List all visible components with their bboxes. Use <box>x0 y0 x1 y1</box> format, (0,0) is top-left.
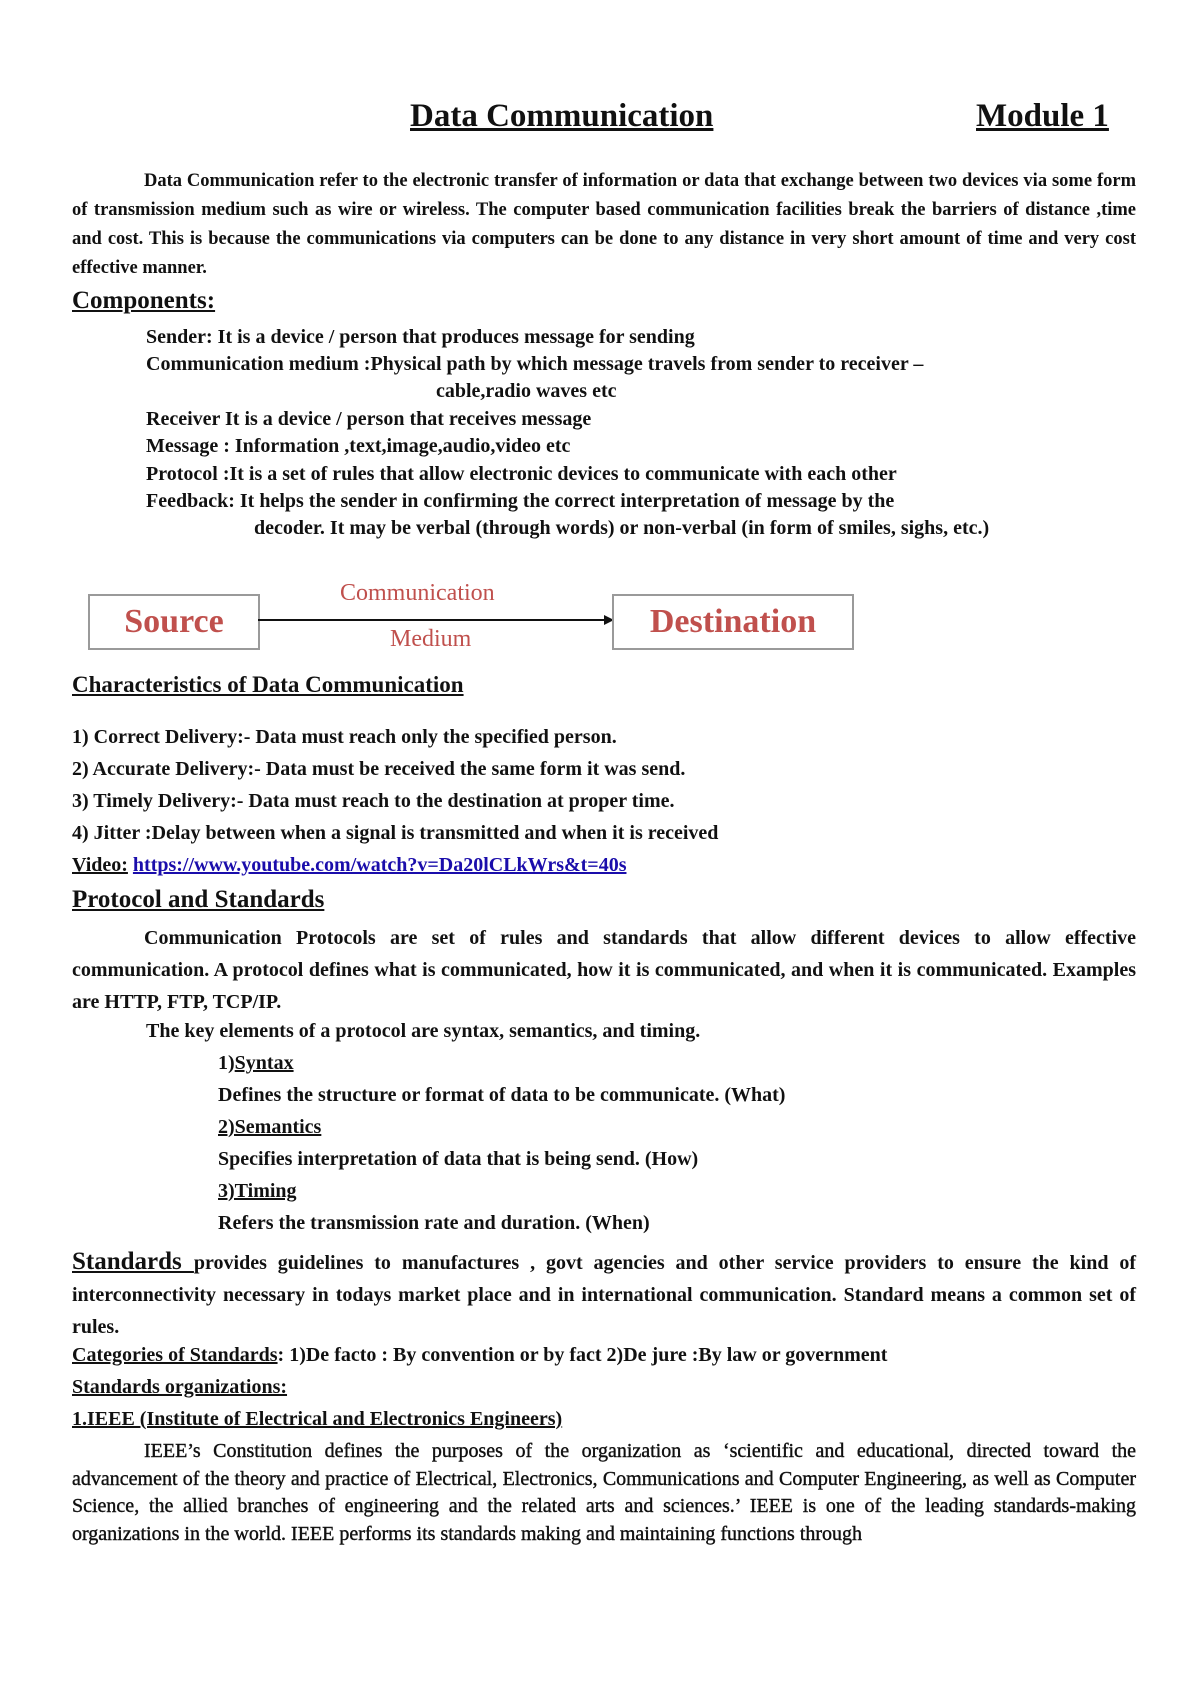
component-medium-cont: cable,radio waves etc <box>436 380 617 402</box>
ieee-heading: 1.IEEE (Institute of Electrical and Electronics Engineers) <box>72 1408 563 1430</box>
component-sender: Sender: It is a device / person that produces message for sending <box>146 326 695 348</box>
timing-desc: Refers the transmission rate and duration. (When) <box>218 1212 650 1234</box>
timing-heading: 3)Timing <box>218 1180 297 1202</box>
video-link[interactable]: https://www.youtube.com/watch?v=Da20lCLkWrs&t=40s <box>132 854 627 876</box>
syntax-heading <box>218 1050 294 1076</box>
characteristic-2: 2) Accurate Delivery:- Data must be received the same form it was send. <box>72 758 686 780</box>
categories-text: : 1)De facto : By convention or by fact 2)De jure :By law or government <box>277 1344 888 1366</box>
characteristic-3: 3) Timely Delivery:- Data must reach to the destination at proper time. <box>72 790 675 812</box>
module-label: Module 1 <box>976 98 1109 134</box>
ieee-paragraph: IEEE’s Constitution defines the purposes of the organization as ‘scientific and educational, directed toward the advancement of the theory and practice of Electrical, Electronics, Communications and Computer Engineering, as well as Computer Science, the allied branches of engineering and the related arts and sciences.’ IEEE is one of the leading standards-making organizations in the world. IEEE performs its standards making and maintaining functions through <box>72 1440 1136 1545</box>
component-feedback-cont: decoder. It may be verbal (through words) or non-verbal (in form of smiles, sighs, etc.) <box>254 517 990 539</box>
component-feedback: Feedback: It helps the sender in confirming the correct interpretation of message by the <box>146 490 895 512</box>
destination-box: Destination <box>612 594 854 650</box>
standards-categories <box>72 1342 887 1368</box>
characteristics-heading: Characteristics of Data Communication <box>72 672 464 697</box>
standards-orgs-heading: Standards organizations: <box>72 1376 288 1398</box>
categories-label: Categories of Standards <box>72 1344 278 1366</box>
key-elements: The key elements of a protocol are syntax, semantics, and timing. <box>146 1020 701 1042</box>
standards-heading: Standards <box>72 1248 194 1275</box>
source-box: Source <box>88 594 260 650</box>
intro-paragraph: Data Communication refer to the electronic transfer of information or data that exchange between two devices via some form of transmission medium such as wire or wireless. The computer based communication facilities break the barriers of distance ,time and cost. This is because the communications via computers can be done to any distance in very short amount of time and very cost effective manner. <box>72 171 1136 278</box>
characteristic-1: 1) Correct Delivery:- Data must reach only the specified person. <box>72 726 617 748</box>
component-protocol: Protocol :It is a set of rules that allow electronic devices to communicate with each other <box>146 463 897 485</box>
syntax-desc: Defines the structure or format of data to be communicate. (What) <box>218 1084 786 1106</box>
component-receiver: Receiver It is a device / person that receives message <box>146 408 592 430</box>
medium-label-bottom: Medium <box>390 626 472 652</box>
characteristic-4: 4) Jitter :Delay between when a signal is transmitted and when it is received <box>72 822 719 844</box>
component-message: Message : Information ,text,image,audio,video etc <box>146 435 571 457</box>
component-medium: Communication medium :Physical path by which message travels from sender to receiver – <box>146 353 924 375</box>
semantics-desc: Specifies interpretation of data that is being send. (How) <box>218 1148 699 1170</box>
video-line <box>72 852 626 878</box>
syntax-label: Syntax <box>234 1052 294 1074</box>
syntax-number: 1) <box>218 1052 235 1074</box>
page-title: Data Communication <box>410 98 714 134</box>
standards-text: provides guidelines to manufactures , govt agencies and other service providers to ensure the kind of interconnectivity necessary in todays market place and in international communication. Standard means a common set of rules. <box>72 1252 1137 1338</box>
protocol-heading: Protocol and Standards <box>72 886 325 913</box>
medium-label-top: Communication <box>340 580 495 606</box>
protocol-paragraph: Communication Protocols are set of rules and standards that allow different devices to allow effective communication. A protocol defines what is communicated, how it is communicated, and when it is communicated. Examples are HTTP, FTP, TCP/IP. <box>72 927 1136 1013</box>
components-heading: Components: <box>72 287 216 314</box>
semantics-heading: 2)Semantics <box>218 1116 322 1138</box>
video-label: Video: <box>72 854 128 876</box>
standards-paragraph <box>72 1246 1136 1343</box>
